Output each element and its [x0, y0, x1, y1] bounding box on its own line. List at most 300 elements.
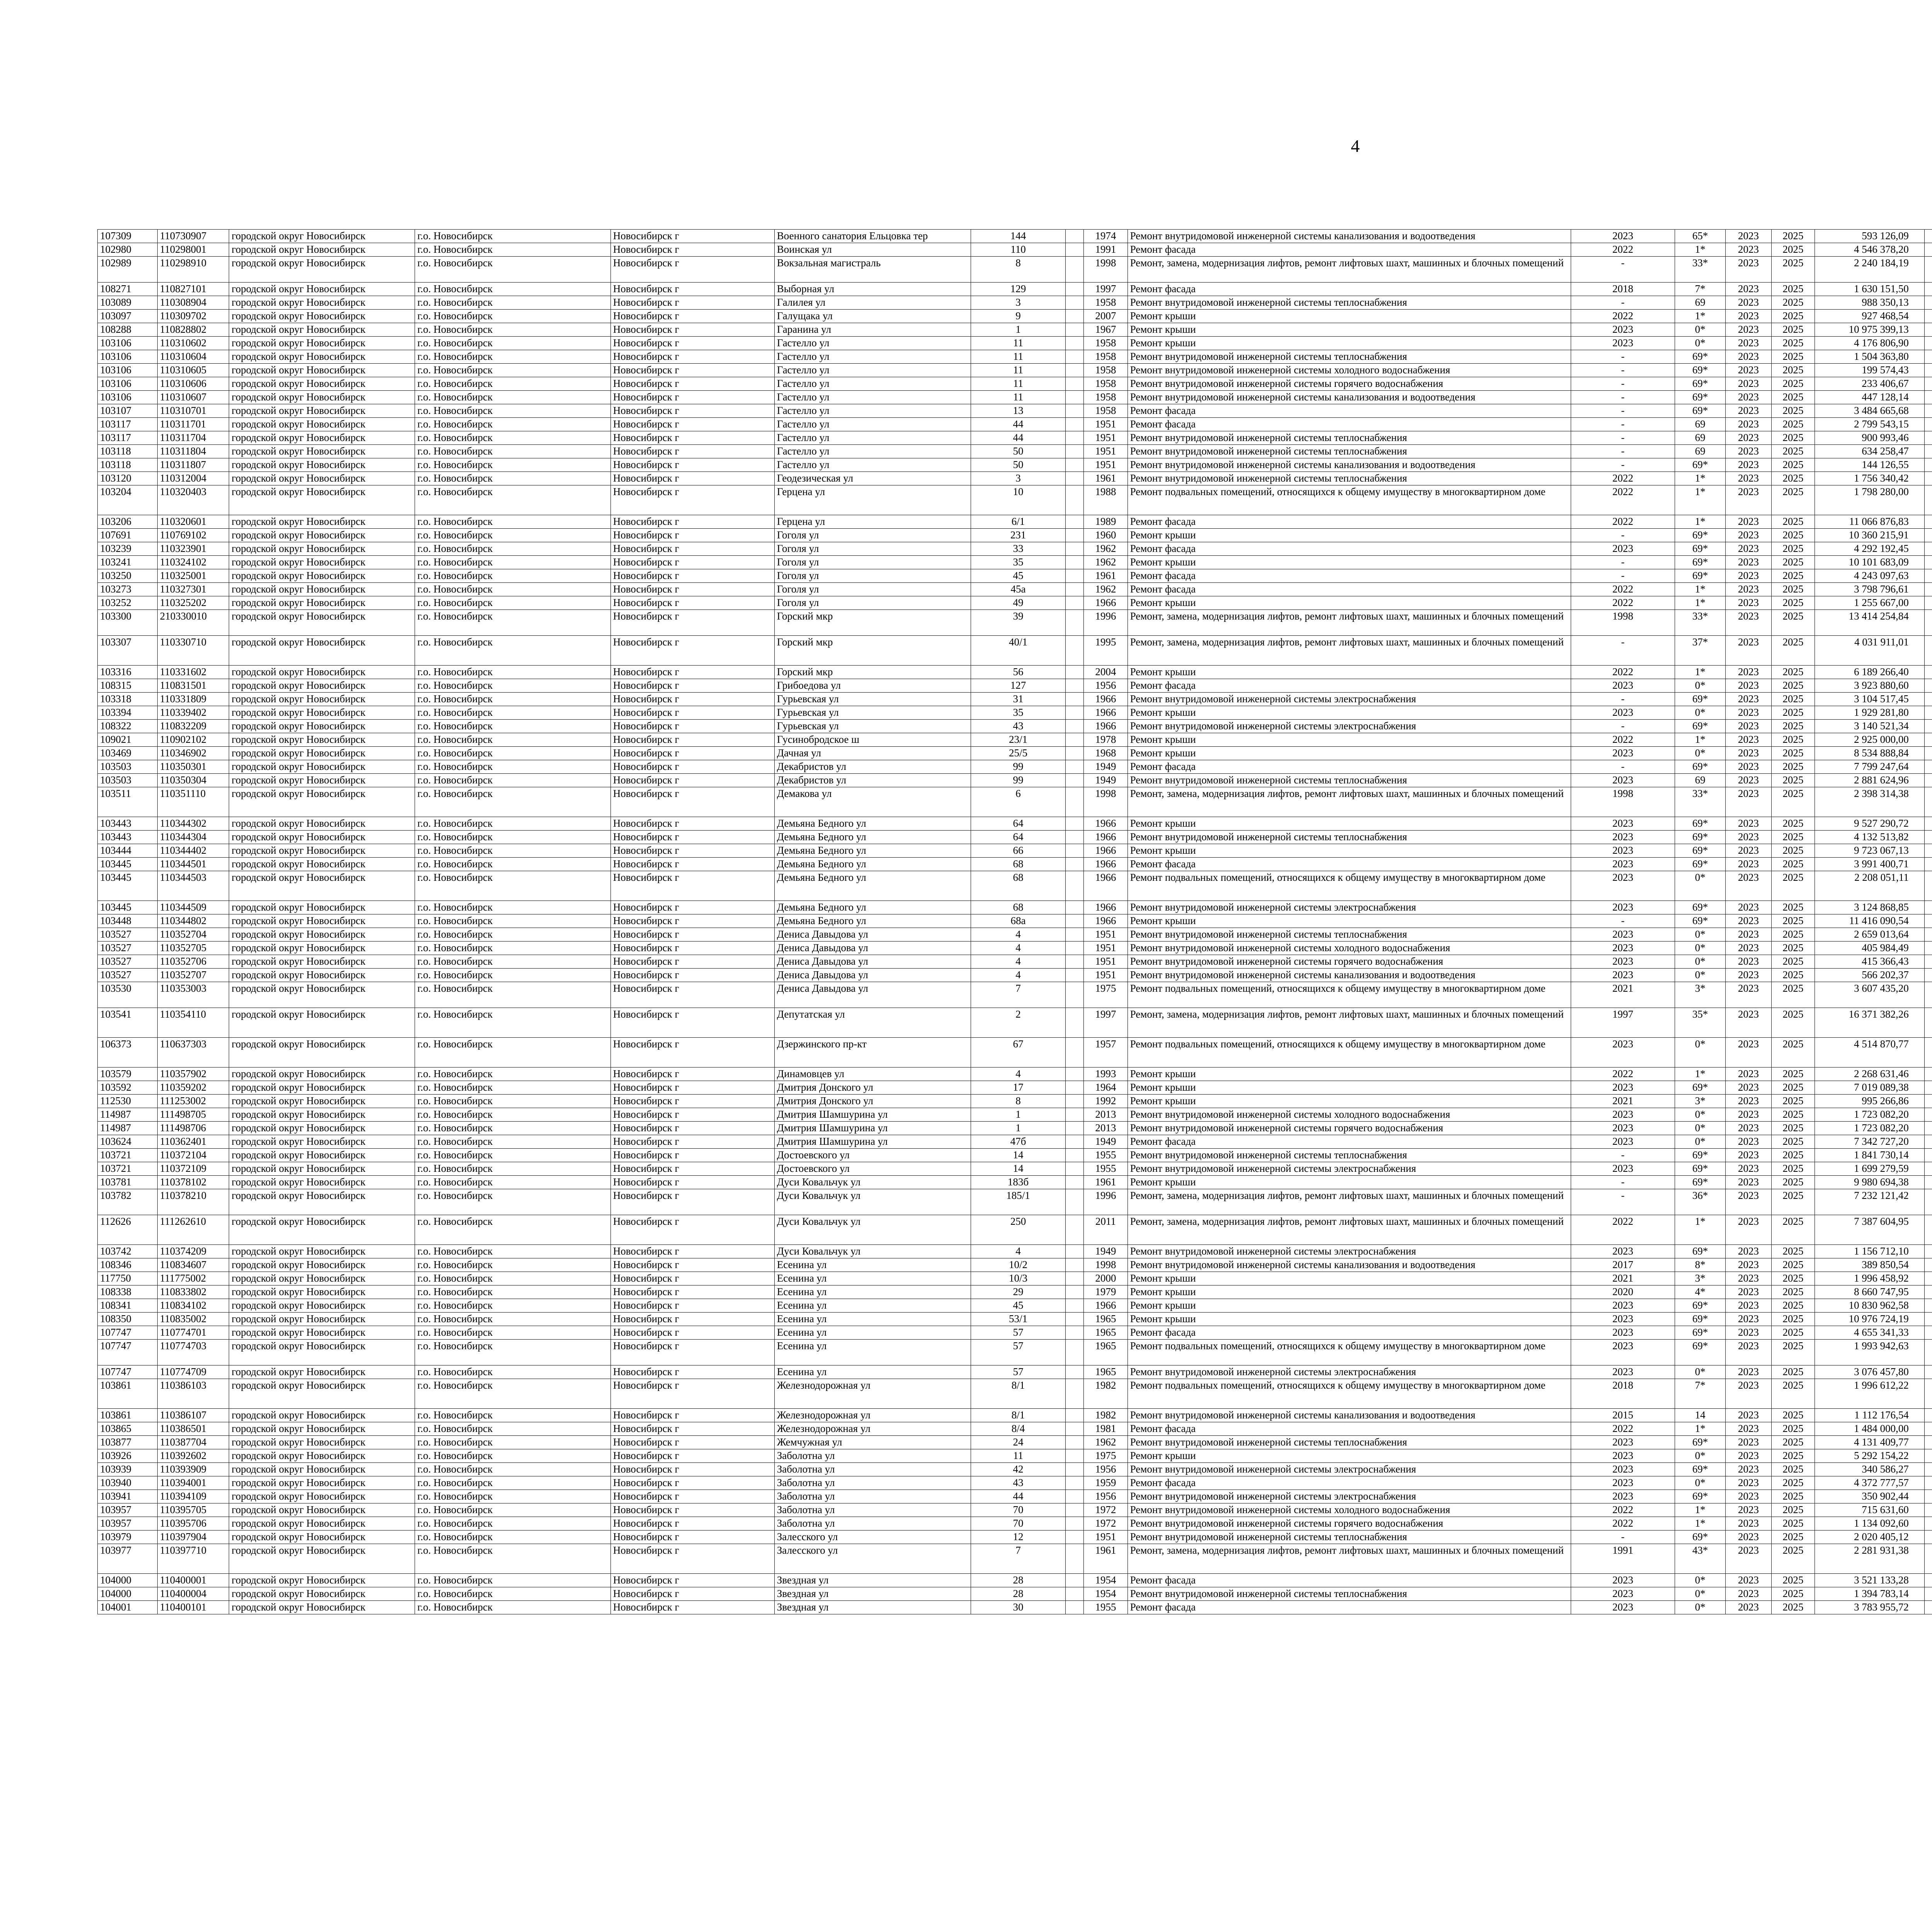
table-row — [98, 1574, 1932, 1587]
municipality: городской округ Новосибирск — [229, 982, 415, 1008]
municipality: городской округ Новосибирск — [229, 431, 415, 445]
year-built: 1960 — [1084, 529, 1128, 542]
cost-fund — [1924, 733, 1932, 747]
year-built: 1966 — [1084, 871, 1128, 901]
cost-total: 1 112 176,54 — [1815, 1409, 1925, 1422]
settlement-type: г.о. Новосибирск — [415, 858, 611, 871]
municipality: городской округ Новосибирск — [229, 733, 415, 747]
housing — [1065, 1476, 1083, 1490]
plan-start-year: 2023 — [1726, 350, 1772, 364]
municipality: городской округ Новосибирск — [229, 515, 415, 529]
service-life: 7* — [1675, 283, 1726, 296]
last-repair-year: 1991 — [1571, 1544, 1675, 1574]
municipality: городской округ Новосибирск — [229, 693, 415, 706]
cost-fund — [1924, 1189, 1932, 1215]
housing — [1065, 1436, 1083, 1449]
last-repair-year: 2023 — [1571, 1081, 1675, 1095]
year-built: 1951 — [1084, 941, 1128, 955]
house-number: 8 — [971, 257, 1065, 283]
cost-total: 1 255 667,00 — [1815, 596, 1925, 610]
house-id: 103117 — [98, 431, 158, 445]
plan-start-year: 2023 — [1726, 1365, 1772, 1379]
fias-code: 110352706 — [157, 955, 229, 969]
year-built: 1951 — [1084, 1531, 1128, 1544]
work-type: Ремонт внутридомовой инженерной системы электроснабжения — [1128, 1365, 1571, 1379]
fias-code: 110902102 — [157, 733, 229, 747]
street: Выборная ул — [774, 283, 971, 296]
settlement-type: г.о. Новосибирск — [415, 666, 611, 679]
street: Герцена ул — [774, 485, 971, 515]
cost-total: 3 923 880,60 — [1815, 679, 1925, 693]
last-repair-year: - — [1571, 636, 1675, 666]
service-life: 69 — [1675, 418, 1726, 431]
fias-code: 110352705 — [157, 941, 229, 955]
city: Новосибирск г — [611, 485, 774, 515]
year-built: 1998 — [1084, 1258, 1128, 1272]
street: Звездная ул — [774, 1601, 971, 1614]
year-built: 1958 — [1084, 364, 1128, 377]
service-life: 69* — [1675, 404, 1726, 418]
plan-end-year: 2025 — [1771, 569, 1815, 583]
fias-code: 110309702 — [157, 310, 229, 323]
house-number: 70 — [971, 1517, 1065, 1531]
street: Достоевского ул — [774, 1162, 971, 1176]
last-repair-year: 2023 — [1571, 1162, 1675, 1176]
settlement-type: г.о. Новосибирск — [415, 529, 611, 542]
city: Новосибирск г — [611, 928, 774, 941]
plan-start-year: 2023 — [1726, 583, 1772, 596]
street: Геодезическая ул — [774, 472, 971, 485]
plan-end-year: 2025 — [1771, 1476, 1815, 1490]
work-type: Ремонт внутридомовой инженерной системы холодного водоснабжения — [1128, 364, 1571, 377]
service-life: 65* — [1675, 230, 1726, 243]
house-number: 68 — [971, 858, 1065, 871]
house-number: 8/1 — [971, 1379, 1065, 1409]
plan-start-year: 2023 — [1726, 1422, 1772, 1436]
plan-start-year: 2023 — [1726, 391, 1772, 404]
cost-fund — [1924, 445, 1932, 458]
house-id: 103941 — [98, 1490, 158, 1503]
fias-code: 110344802 — [157, 914, 229, 928]
house-number: 45 — [971, 1299, 1065, 1313]
service-life: 69* — [1675, 377, 1726, 391]
cost-fund — [1924, 1379, 1932, 1409]
street: Есенина ул — [774, 1326, 971, 1340]
housing — [1065, 472, 1083, 485]
work-type: Ремонт внутридомовой инженерной системы холодного водоснабжения — [1128, 1503, 1571, 1517]
plan-start-year: 2023 — [1726, 243, 1772, 257]
work-type: Ремонт внутридомовой инженерной системы электроснабжения — [1128, 1490, 1571, 1503]
house-number: 28 — [971, 1574, 1065, 1587]
house-id: 103503 — [98, 774, 158, 787]
year-built: 1961 — [1084, 569, 1128, 583]
city: Новосибирск г — [611, 733, 774, 747]
plan-start-year: 2023 — [1726, 636, 1772, 666]
service-life: 7* — [1675, 1379, 1726, 1409]
plan-end-year: 2025 — [1771, 693, 1815, 706]
municipality: городской округ Новосибирск — [229, 556, 415, 569]
house-id: 103118 — [98, 458, 158, 472]
house-number: 11 — [971, 350, 1065, 364]
settlement-type: г.о. Новосибирск — [415, 706, 611, 720]
plan-start-year: 2023 — [1726, 720, 1772, 733]
street: Есенина ул — [774, 1272, 971, 1285]
street: Дмитрия Донского ул — [774, 1081, 971, 1095]
municipality: городской округ Новосибирск — [229, 1081, 415, 1095]
last-repair-year: 2023 — [1571, 969, 1675, 982]
city: Новосибирск г — [611, 1574, 774, 1587]
house-number: 39 — [971, 610, 1065, 636]
service-life: 0* — [1675, 1601, 1726, 1614]
housing — [1065, 377, 1083, 391]
last-repair-year: 2022 — [1571, 1215, 1675, 1245]
fias-code: 110352704 — [157, 928, 229, 941]
last-repair-year: - — [1571, 445, 1675, 458]
work-type: Ремонт крыши — [1128, 844, 1571, 858]
housing — [1065, 1176, 1083, 1189]
table-row — [98, 485, 1932, 515]
house-number: 57 — [971, 1326, 1065, 1340]
municipality: городской округ Новосибирск — [229, 1067, 415, 1081]
fias-code: 110833802 — [157, 1285, 229, 1299]
city: Новосибирск г — [611, 774, 774, 787]
house-number: 57 — [971, 1365, 1065, 1379]
city: Новосибирск г — [611, 1162, 774, 1176]
cost-total: 1 996 458,92 — [1815, 1272, 1925, 1285]
housing — [1065, 858, 1083, 871]
city: Новосибирск г — [611, 391, 774, 404]
city: Новосибирск г — [611, 1365, 774, 1379]
cost-fund — [1924, 350, 1932, 364]
city: Новосибирск г — [611, 1463, 774, 1476]
housing — [1065, 583, 1083, 596]
house-id: 103579 — [98, 1067, 158, 1081]
cost-total: 2 925 000,00 — [1815, 733, 1925, 747]
city: Новосибирск г — [611, 337, 774, 350]
settlement-type: г.о. Новосибирск — [415, 542, 611, 556]
street: Гастелло ул — [774, 364, 971, 377]
cost-total: 233 406,67 — [1815, 377, 1925, 391]
cost-total: 1 504 363,80 — [1815, 350, 1925, 364]
street: Гастелло ул — [774, 458, 971, 472]
work-type: Ремонт внутридомовой инженерной системы теплоснабжения — [1128, 1436, 1571, 1449]
settlement-type: г.о. Новосибирск — [415, 1122, 611, 1135]
work-type: Ремонт крыши — [1128, 1272, 1571, 1285]
plan-end-year: 2025 — [1771, 529, 1815, 542]
plan-end-year: 2025 — [1771, 901, 1815, 914]
municipality: городской округ Новосибирск — [229, 1326, 415, 1340]
housing — [1065, 901, 1083, 914]
service-life: 69* — [1675, 556, 1726, 569]
municipality: городской округ Новосибирск — [229, 610, 415, 636]
cost-total: 10 976 724,19 — [1815, 1313, 1925, 1326]
year-built: 1962 — [1084, 1436, 1128, 1449]
street: Грибоедова ул — [774, 679, 971, 693]
settlement-type: г.о. Новосибирск — [415, 733, 611, 747]
cost-total: 3 607 435,20 — [1815, 982, 1925, 1008]
city: Новосибирск г — [611, 914, 774, 928]
service-life: 69 — [1675, 296, 1726, 310]
year-built: 1966 — [1084, 901, 1128, 914]
work-type: Ремонт крыши — [1128, 1299, 1571, 1313]
year-built: 1993 — [1084, 1067, 1128, 1081]
plan-start-year: 2023 — [1726, 1067, 1772, 1081]
last-repair-year: 2023 — [1571, 1122, 1675, 1135]
year-built: 1958 — [1084, 296, 1128, 310]
last-repair-year: 2023 — [1571, 1476, 1675, 1490]
cost-fund — [1924, 485, 1932, 515]
fias-code: 110374209 — [157, 1245, 229, 1258]
house-number: 9 — [971, 310, 1065, 323]
fias-code: 110387704 — [157, 1436, 229, 1449]
municipality: городской округ Новосибирск — [229, 914, 415, 928]
house-id: 112530 — [98, 1095, 158, 1108]
plan-start-year: 2023 — [1726, 1162, 1772, 1176]
fias-code: 110339402 — [157, 706, 229, 720]
house-number: 17 — [971, 1081, 1065, 1095]
cost-total: 2 240 184,19 — [1815, 257, 1925, 283]
house-id: 108288 — [98, 323, 158, 337]
plan-start-year: 2023 — [1726, 310, 1772, 323]
table-row — [98, 1379, 1932, 1409]
house-id: 103117 — [98, 418, 158, 431]
work-type: Ремонт внутридомовой инженерной системы канализования и водоотведения — [1128, 1409, 1571, 1422]
plan-start-year: 2023 — [1726, 230, 1772, 243]
table-row — [98, 760, 1932, 774]
fias-code: 110394001 — [157, 1476, 229, 1490]
municipality: городской округ Новосибирск — [229, 377, 415, 391]
settlement-type: г.о. Новосибирск — [415, 693, 611, 706]
plan-start-year: 2023 — [1726, 323, 1772, 337]
cost-fund — [1924, 1162, 1932, 1176]
work-type: Ремонт внутридомовой инженерной системы холодного водоснабжения — [1128, 1108, 1571, 1122]
settlement-type: г.о. Новосибирск — [415, 458, 611, 472]
settlement-type: г.о. Новосибирск — [415, 1008, 611, 1038]
settlement-type: г.о. Новосибирск — [415, 901, 611, 914]
settlement-type: г.о. Новосибирск — [415, 1531, 611, 1544]
last-repair-year: - — [1571, 458, 1675, 472]
municipality: городской округ Новосибирск — [229, 679, 415, 693]
housing — [1065, 1245, 1083, 1258]
year-built: 1966 — [1084, 693, 1128, 706]
housing — [1065, 1258, 1083, 1272]
municipality: городской округ Новосибирск — [229, 283, 415, 296]
plan-start-year: 2023 — [1726, 596, 1772, 610]
house-id: 112626 — [98, 1215, 158, 1245]
municipality: городской округ Новосибирск — [229, 243, 415, 257]
cost-total: 1 484 000,00 — [1815, 1422, 1925, 1436]
service-life: 0* — [1675, 1365, 1726, 1379]
year-built: 1988 — [1084, 485, 1128, 515]
year-built: 1955 — [1084, 1149, 1128, 1162]
plan-end-year: 2025 — [1771, 404, 1815, 418]
cost-fund — [1924, 1365, 1932, 1379]
table-row — [98, 596, 1932, 610]
street: Вокзальная магистраль — [774, 257, 971, 283]
plan-start-year: 2023 — [1726, 1436, 1772, 1449]
cost-fund — [1924, 941, 1932, 955]
work-type: Ремонт фасада — [1128, 1326, 1571, 1340]
plan-start-year: 2023 — [1726, 787, 1772, 817]
year-built: 2004 — [1084, 666, 1128, 679]
plan-start-year: 2023 — [1726, 1517, 1772, 1531]
cost-total: 1 841 730,14 — [1815, 1149, 1925, 1162]
cost-total: 5 292 154,22 — [1815, 1449, 1925, 1463]
municipality: городской округ Новосибирск — [229, 1490, 415, 1503]
year-built: 1965 — [1084, 1365, 1128, 1379]
city: Новосибирск г — [611, 556, 774, 569]
fias-code: 110386107 — [157, 1409, 229, 1422]
street: Гастелло ул — [774, 404, 971, 418]
year-built: 1962 — [1084, 583, 1128, 596]
year-built: 1996 — [1084, 1189, 1128, 1215]
house-number: 4 — [971, 969, 1065, 982]
street: Демьяна Бедного ул — [774, 844, 971, 858]
municipality: городской округ Новосибирск — [229, 1122, 415, 1135]
fias-code: 111498705 — [157, 1108, 229, 1122]
cost-total: 2 281 931,38 — [1815, 1544, 1925, 1574]
plan-end-year: 2025 — [1771, 296, 1815, 310]
city: Новосибирск г — [611, 747, 774, 760]
last-repair-year: 2023 — [1571, 871, 1675, 901]
plan-end-year: 2025 — [1771, 1436, 1815, 1449]
service-life: 0* — [1675, 1587, 1726, 1601]
table-row — [98, 774, 1932, 787]
city: Новосибирск г — [611, 296, 774, 310]
street: Демакова ул — [774, 787, 971, 817]
cost-total: 1 798 280,00 — [1815, 485, 1925, 515]
settlement-type: г.о. Новосибирск — [415, 1108, 611, 1122]
fias-code: 110395705 — [157, 1503, 229, 1517]
cost-total: 3 991 400,71 — [1815, 858, 1925, 871]
year-built: 1949 — [1084, 1245, 1128, 1258]
table-row — [98, 941, 1932, 955]
table-row — [98, 445, 1932, 458]
plan-end-year: 2025 — [1771, 1272, 1815, 1285]
street: Демьяна Бедного ул — [774, 817, 971, 831]
fias-code: 110344302 — [157, 817, 229, 831]
last-repair-year: - — [1571, 364, 1675, 377]
plan-end-year: 2025 — [1771, 1245, 1815, 1258]
work-type: Ремонт фасада — [1128, 1601, 1571, 1614]
plan-start-year: 2023 — [1726, 928, 1772, 941]
work-type: Ремонт фасада — [1128, 542, 1571, 556]
house-number: 57 — [971, 1340, 1065, 1365]
city: Новосибирск г — [611, 817, 774, 831]
house-number: 11 — [971, 377, 1065, 391]
cost-fund — [1924, 1258, 1932, 1272]
year-built: 1968 — [1084, 747, 1128, 760]
fias-code: 110311804 — [157, 445, 229, 458]
fias-code: 110310607 — [157, 391, 229, 404]
year-built: 1989 — [1084, 515, 1128, 529]
fias-code: 110344509 — [157, 901, 229, 914]
plan-start-year: 2023 — [1726, 569, 1772, 583]
city: Новосибирск г — [611, 720, 774, 733]
plan-end-year: 2025 — [1771, 1081, 1815, 1095]
house-number: 1 — [971, 1108, 1065, 1122]
plan-start-year: 2023 — [1726, 1149, 1772, 1162]
fias-code: 111498706 — [157, 1122, 229, 1135]
cost-fund — [1924, 1601, 1932, 1614]
house-id: 103250 — [98, 569, 158, 583]
cost-fund — [1924, 844, 1932, 858]
fias-code: 110392602 — [157, 1449, 229, 1463]
housing — [1065, 323, 1083, 337]
work-type: Ремонт внутридомовой инженерной системы канализования и водоотведения — [1128, 969, 1571, 982]
cost-fund — [1924, 774, 1932, 787]
house-id: 108350 — [98, 1313, 158, 1326]
city: Новосибирск г — [611, 1531, 774, 1544]
fias-code: 110774709 — [157, 1365, 229, 1379]
street: Дмитрия Шамшурина ул — [774, 1122, 971, 1135]
year-built: 1991 — [1084, 243, 1128, 257]
table-row — [98, 337, 1932, 350]
plan-start-year: 2023 — [1726, 1081, 1772, 1095]
cost-total: 566 202,37 — [1815, 969, 1925, 982]
year-built: 1959 — [1084, 1476, 1128, 1490]
work-type: Ремонт фасада — [1128, 1574, 1571, 1587]
table-row — [98, 472, 1932, 485]
settlement-type: г.о. Новосибирск — [415, 1601, 611, 1614]
housing — [1065, 569, 1083, 583]
cost-fund — [1924, 323, 1932, 337]
work-type: Ремонт внутридомовой инженерной системы электроснабжения — [1128, 720, 1571, 733]
table-row — [98, 720, 1932, 733]
settlement-type: г.о. Новосибирск — [415, 1149, 611, 1162]
year-built: 1961 — [1084, 1176, 1128, 1189]
last-repair-year: - — [1571, 569, 1675, 583]
street: Заболотна ул — [774, 1463, 971, 1476]
house-number: 127 — [971, 679, 1065, 693]
cost-fund — [1924, 636, 1932, 666]
table-row — [98, 257, 1932, 283]
municipality: городской округ Новосибирск — [229, 969, 415, 982]
last-repair-year: - — [1571, 296, 1675, 310]
house-id: 103106 — [98, 391, 158, 404]
fias-code: 110311701 — [157, 418, 229, 431]
cost-total: 1 756 340,42 — [1815, 472, 1925, 485]
work-type: Ремонт крыши — [1128, 337, 1571, 350]
house-id: 103865 — [98, 1422, 158, 1436]
plan-start-year: 2023 — [1726, 969, 1772, 982]
plan-start-year: 2023 — [1726, 1409, 1772, 1422]
city: Новосибирск г — [611, 1409, 774, 1422]
cost-total: 1 156 712,10 — [1815, 1245, 1925, 1258]
last-repair-year: - — [1571, 418, 1675, 431]
city: Новосибирск г — [611, 458, 774, 472]
housing — [1065, 1531, 1083, 1544]
last-repair-year: 2023 — [1571, 844, 1675, 858]
last-repair-year: 2023 — [1571, 1108, 1675, 1122]
municipality: городской округ Новосибирск — [229, 583, 415, 596]
house-number: 35 — [971, 706, 1065, 720]
house-id: 103445 — [98, 871, 158, 901]
plan-start-year: 2023 — [1726, 1258, 1772, 1272]
year-built: 1965 — [1084, 1313, 1128, 1326]
work-type: Ремонт внутридомовой инженерной системы горячего водоснабжения — [1128, 1122, 1571, 1135]
plan-start-year: 2023 — [1726, 1285, 1772, 1299]
last-repair-year: 2023 — [1571, 941, 1675, 955]
settlement-type: г.о. Новосибирск — [415, 720, 611, 733]
fias-code: 110397904 — [157, 1531, 229, 1544]
plan-start-year: 2023 — [1726, 364, 1772, 377]
work-type: Ремонт внутридомовой инженерной системы электроснабжения — [1128, 901, 1571, 914]
cost-total: 4 655 341,33 — [1815, 1326, 1925, 1340]
cost-fund — [1924, 404, 1932, 418]
street: Заболотна ул — [774, 1517, 971, 1531]
plan-start-year: 2023 — [1726, 1601, 1772, 1614]
